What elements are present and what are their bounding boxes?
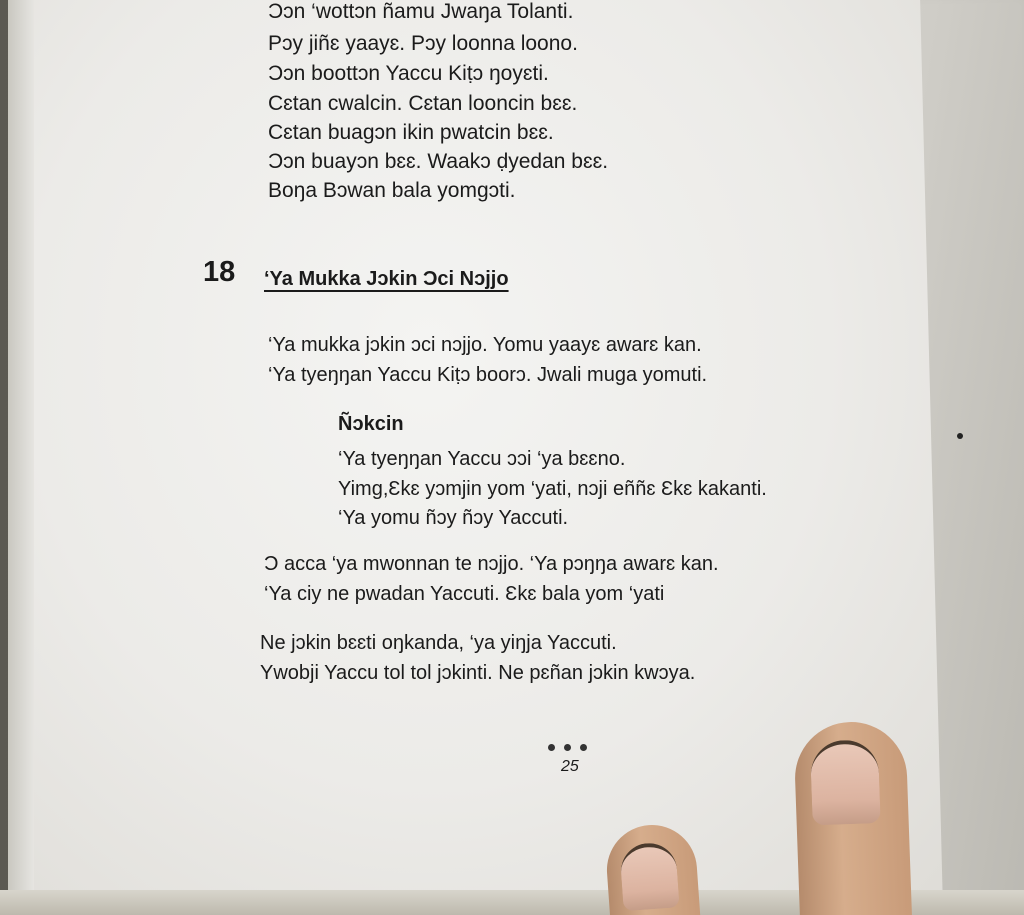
ink-speck bbox=[957, 433, 963, 439]
right-thumbnail bbox=[810, 739, 881, 825]
previous-song-line-2: Pɔy jiñɛ yaayɛ. Pɔy loonna loono. bbox=[268, 32, 578, 55]
page-binding-edge bbox=[8, 0, 34, 910]
chorus-line-1: ‘Ya tyeŋŋan Yaccu ɔɔi ‘ya bɛɛno. bbox=[338, 448, 626, 470]
section-title: ‘Ya Mukka Jɔkin Ɔci Nɔjjo bbox=[264, 268, 509, 290]
right-thumb bbox=[793, 720, 913, 915]
ornament-dot bbox=[548, 744, 555, 751]
previous-song-line-3: Ɔɔn boottɔn Yaccu Kiṭɔ ŋoyɛti. bbox=[268, 62, 549, 85]
section-number: 18 bbox=[203, 256, 236, 288]
page-number: 25 bbox=[561, 758, 579, 775]
left-thumbnail bbox=[619, 841, 679, 911]
verse-1-line-2: ‘Ya tyeŋŋan Yaccu Kiṭɔ boorɔ. Jwali muga yomuti. bbox=[268, 364, 708, 386]
previous-song-line-4: Cɛtan cwalcin. Cɛtan looncin bɛɛ. bbox=[268, 92, 578, 115]
previous-song-line-5: Cɛtan buagɔn ikin pwatcin bɛɛ. bbox=[268, 121, 554, 144]
verse-1-line-1: ‘Ya mukka jɔkin ɔci nɔjjo. Yomu yaayɛ awarɛ kan. bbox=[268, 334, 702, 356]
ornament-dot bbox=[564, 744, 571, 751]
previous-song-line-1: Ɔɔn ‘wottɔn ñamu Jwaŋa Tolanti. bbox=[268, 0, 574, 23]
verse-2-line-2: ‘Ya ciy ne pwadan Yaccuti. Ɛkɛ bala yom ‘yati bbox=[264, 583, 665, 605]
chorus-line-3: ‘Ya yomu ñɔy ñɔy Yaccuti. bbox=[338, 507, 569, 529]
verse-3-line-2: Ywobji Yaccu tol tol jɔkinti. Ne pɛñan jɔkin kwɔya. bbox=[260, 662, 696, 684]
chorus-line-2: Yimg,Ɛkɛ yɔmjin yom ‘yati, nɔji eññɛ Ɛkɛ kakanti. bbox=[338, 478, 767, 500]
verse-2-line-1: Ɔ acca ‘ya mwonnan te nɔjjo. ‘Ya pɔŋŋa awarɛ kan. bbox=[264, 553, 719, 575]
verse-3-line-1: Ne jɔkin bɛɛti oŋkanda, ‘ya yiŋja Yaccuti. bbox=[260, 632, 617, 654]
ornament-dot bbox=[580, 744, 587, 751]
chorus-label: Ñɔkcin bbox=[338, 413, 404, 435]
previous-song-line-6: Ɔɔn buayɔn bɛɛ. Waakɔ ḍyedan bɛɛ. bbox=[268, 150, 609, 173]
page-ornament-dots bbox=[548, 744, 587, 751]
previous-song-line-7: Boŋa Bɔwan bala yomgɔti. bbox=[268, 179, 516, 202]
